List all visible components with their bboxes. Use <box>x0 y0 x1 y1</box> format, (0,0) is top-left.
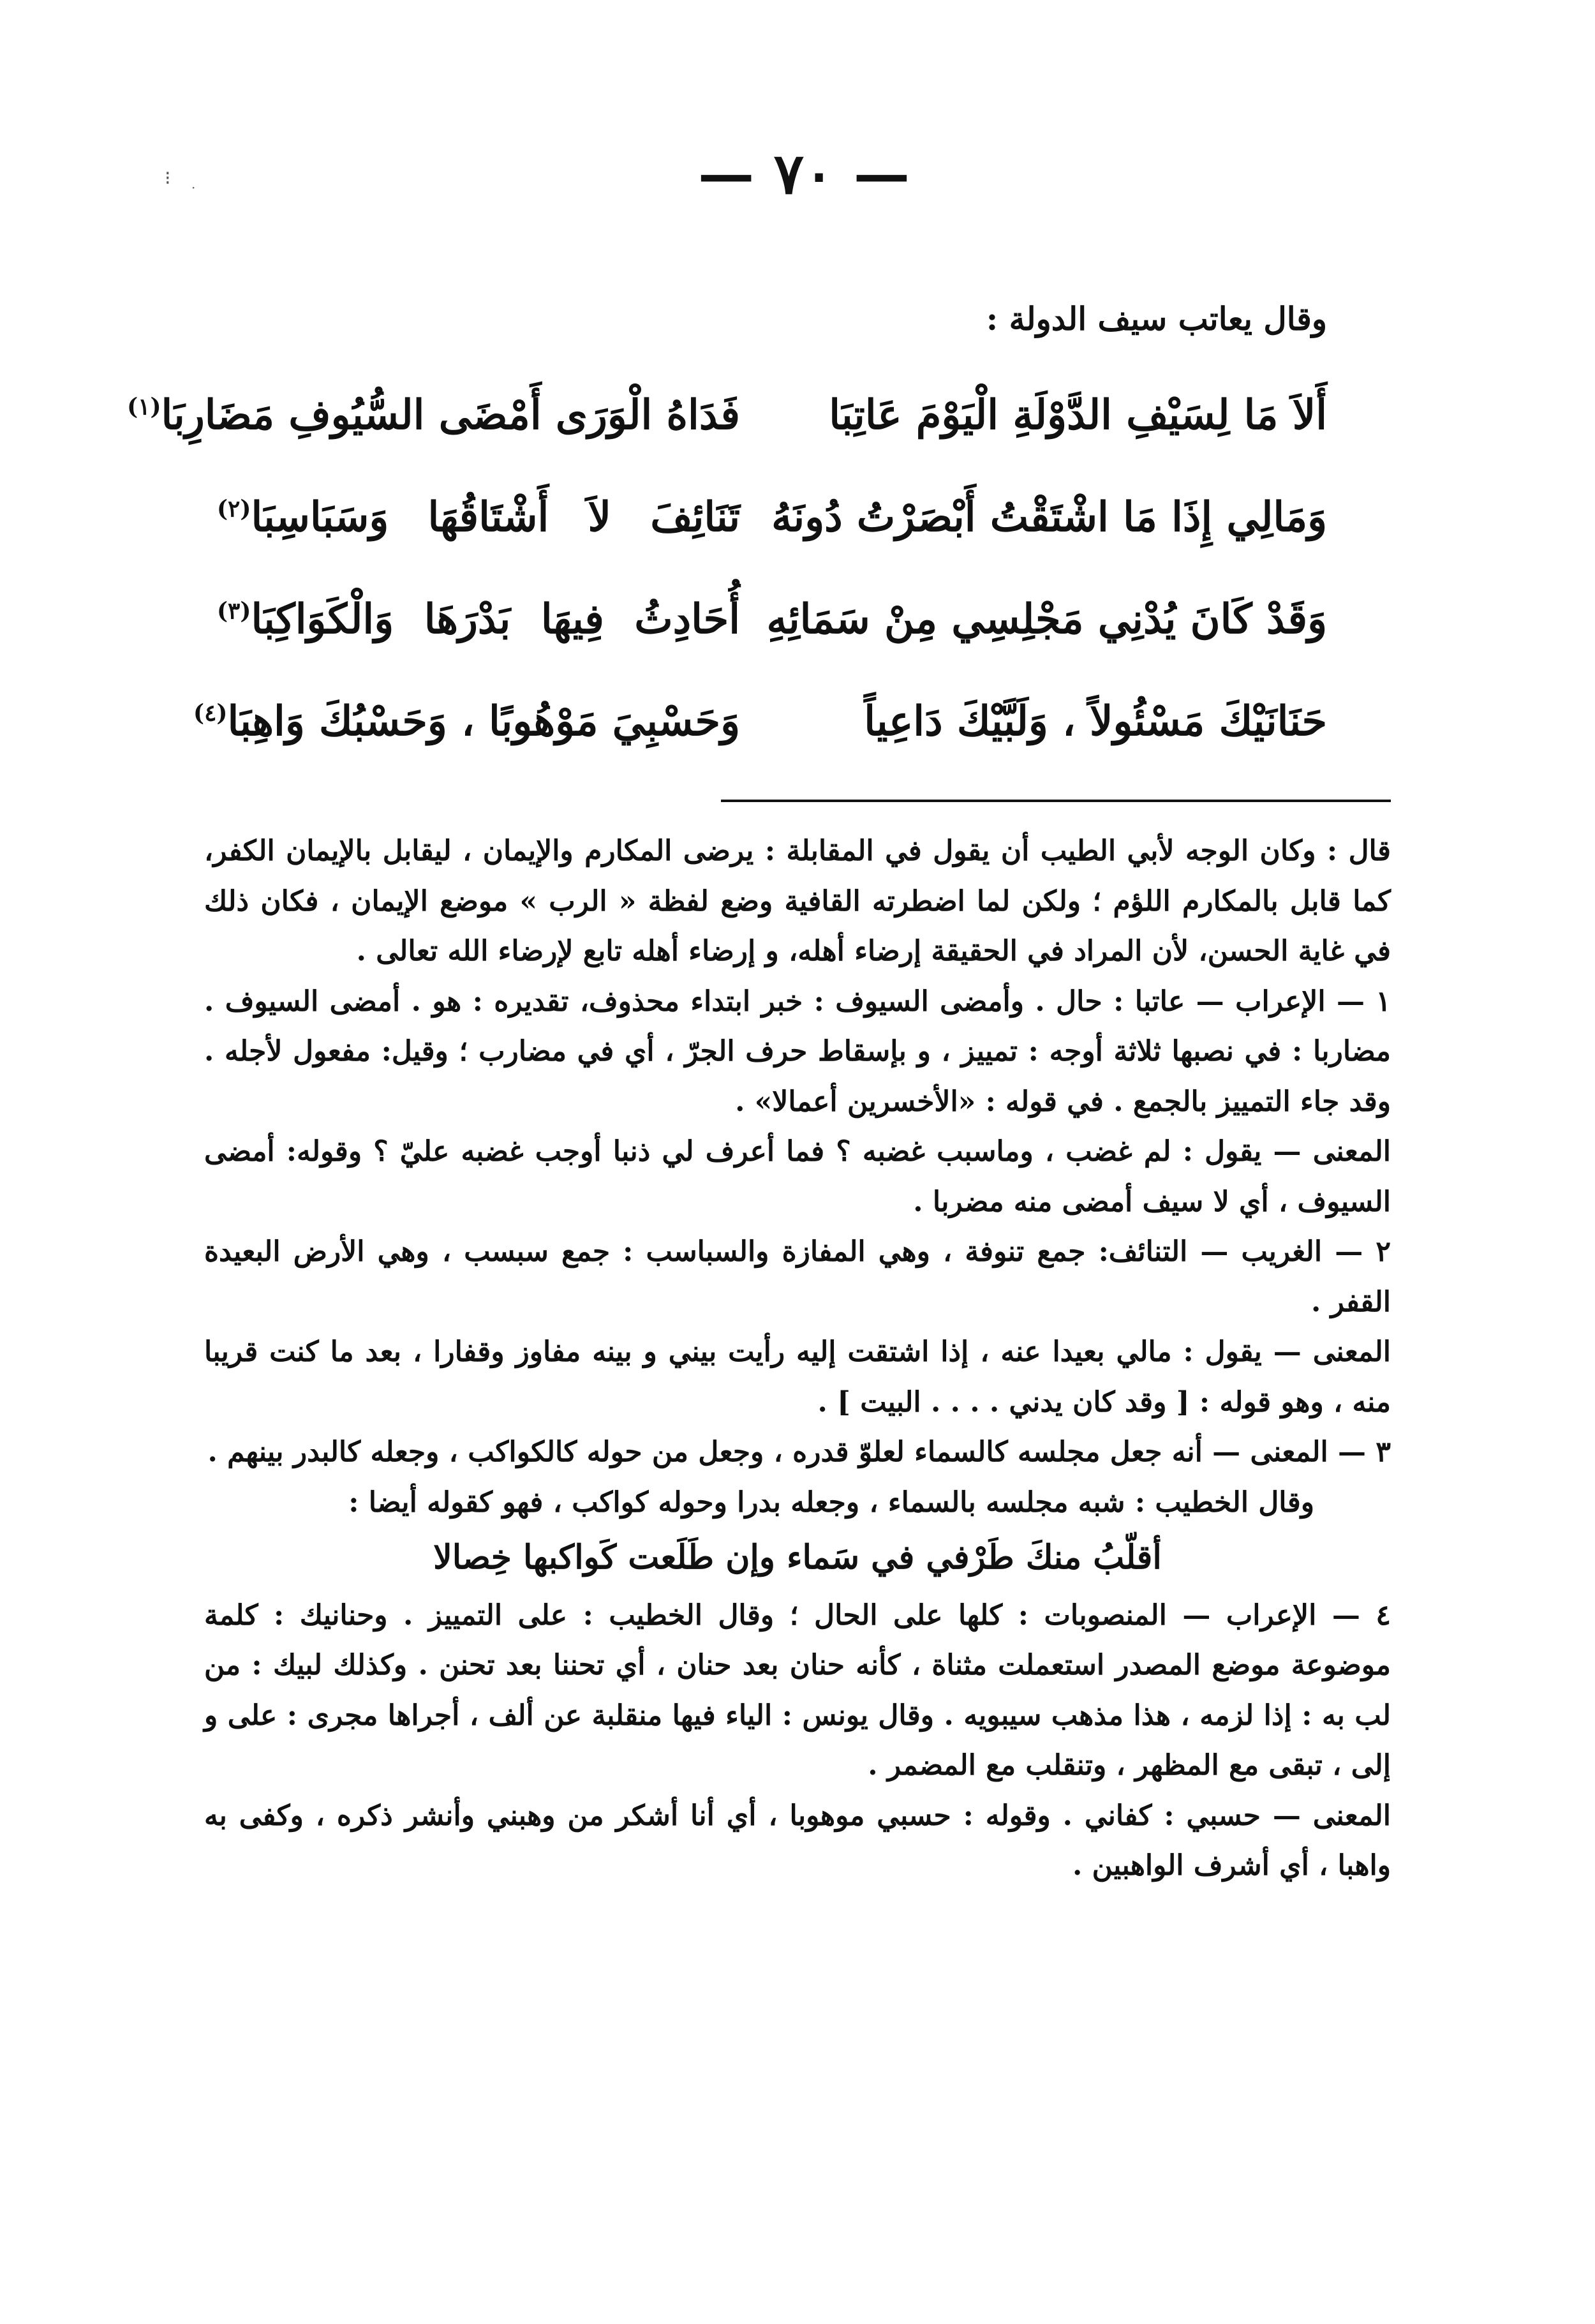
commentary-paragraph: ٢ — الغريب — التنائف: جمع تنوفة ، وهي المفازة والسباسب : جمع سبسب ، وهي الأرض البعيدة القفر . <box>204 1235 1391 1318</box>
footnote-marker: (١) <box>127 393 161 421</box>
poem <box>127 364 1327 772</box>
footnote-marker: (٤) <box>193 699 228 727</box>
verse-first-hemistich: أَلاَ مَا لِسَيْفِ الدَّوْلَةِ الْيَوْمَ عَاتِبَا <box>829 391 1327 439</box>
verse-second-hemistich <box>193 697 740 745</box>
verse-first-hemistich: وَمَالِي إِذَا مَا اشْتَقْتُ أَبْصَرْتُ دُونَهُ <box>771 493 1327 541</box>
verse-second-hemistich <box>217 493 740 541</box>
verse-second-text: وَحَسْبِيَ مَوْهُوبًا ، وَحَسْبُكَ وَاهِبَا <box>227 697 740 745</box>
poem-introduction: وقال يعاتب سيف الدولة : <box>986 300 1327 338</box>
commentary-paragraph: ١ — الإعراب — عاتبا : حال . وأمضى السيوف : خبر ابتداء محذوف، تقديره : هو . أمضى السيوف . مضاربا : في نصبها ثلاثة أوجه : تمييز ، و بإسقاط حرف الجرّ ، أي في مضارب ؛ وقيل: مفعول لأجله . وقد جاء التمييز بالجمع . في قوله : «الأخسرين أعمالا» . <box>204 985 1391 1118</box>
commentary-paragraph: المعنى — يقول : لم غضب ، وماسبب غضبه ؟ فما أعرف لي ذنبا أوجب غضبه عليّ ؟ وقوله: أمضى السيوف ، أي لا سيف أمضى منه مضربا . <box>204 1135 1391 1218</box>
commentary-paragraph: وقال الخطيب : شبه مجلسه بالسماء ، وجعله بدرا وحوله كواكب ، فهو كقوله أيضا : <box>348 1486 1314 1519</box>
footnote-marker: (٢) <box>217 495 251 523</box>
footnote-separator <box>721 800 1391 802</box>
verse <box>193 670 1327 772</box>
verse <box>127 364 1327 466</box>
scan-speck: · <box>191 180 196 195</box>
scan-speck: ⁝ <box>165 167 171 190</box>
commentary-paragraph: ٣ — المعنى — أنه جعل مجلسه كالسماء لعلوّ قدره ، وجعل من حوله كالكواكب ، وجعله كالبدر بينهم . <box>207 1436 1391 1468</box>
verse-second-text: فَدَاهُ الْوَرَى أَمْضَى السُّيُوفِ مَضَارِبَا <box>161 391 740 439</box>
verse-first-hemistich: وَقَدْ كَانَ يُدْنِي مَجْلِسِي مِنْ سَمَائِهِ <box>766 595 1327 643</box>
commentary <box>204 826 1391 1891</box>
verse <box>217 466 1327 568</box>
verse-second-text: أُحَادِثُ فِيهَا بَدْرَهَا وَالْكَوَاكِبَا <box>251 595 740 643</box>
verse-second-hemistich <box>127 391 740 439</box>
quoted-verse: أقلّبُ منكَ طَرْفي في سَماء وإن طَلَعت كَواكبها خِصالا <box>433 1538 1162 1577</box>
verse <box>217 568 1327 670</box>
commentary-paragraph: قال : وكان الوجه لأبي الطيب أن يقول في المقابلة : يرضى المكارم والإيمان ، ليقابل بالإيمان الكفر، كما قابل بالمكارم اللؤم ؛ ولكن لما اضطرته القافية وضع لفظة « الرب » موضع الإيمان ، فكان ذلك في غاية الحسن، لأن المراد في الحقيقة إرضاء أهله، و إرضاء أهله تابع لإرضاء الله تعالى . <box>204 835 1391 967</box>
verse-second-hemistich <box>217 595 740 643</box>
page-number: — ٧٠ — <box>698 140 910 207</box>
commentary-paragraph: ٤ — الإعراب — المنصوبات : كلها على الحال ؛ وقال الخطيب : على التمييز . وحنانيك : كلمة موضوعة موضع المصدر استعملت مثناة ، كأنه حنان بعد حنان ، أي تحننا بعد تحنن . وكذلك لبيك : من لب به : إذا لزمه ، هذا مذهب سيبويه . وقال يونس : الياء فيها منقلبة عن ألف ، أجراها مجرى : على و إلى ، تبقى مع المظهر ، وتنقلب مع المضمر . <box>204 1598 1391 1782</box>
commentary-paragraph: المعنى — يقول : مالي بعيدا عنه ، إذا اشتقت إليه رأيت بيني و بينه مفاوز وقفارا ، بعد ما كنت قريبا منه ، وهو قوله : [ وقد كان يدني . . . . البيت ] . <box>204 1336 1391 1419</box>
footnote-marker: (٣) <box>217 597 251 625</box>
verse-second-text: تَنَائِفَ لاَ أَشْتَاقُهَا وَسَبَاسِبَا <box>251 493 740 541</box>
verse-first-hemistich: حَنَانَيْكَ مَسْئُولاً ، وَلَبَّيْكَ دَاعِياً <box>864 697 1327 745</box>
commentary-paragraph: المعنى — حسبي : كفاني . وقوله : حسبي موهوبا ، أي أنا أشكر من وهبني وأنشر ذكره ، وكفى به واهبا ، أي أشرف الواهبين . <box>204 1799 1391 1882</box>
